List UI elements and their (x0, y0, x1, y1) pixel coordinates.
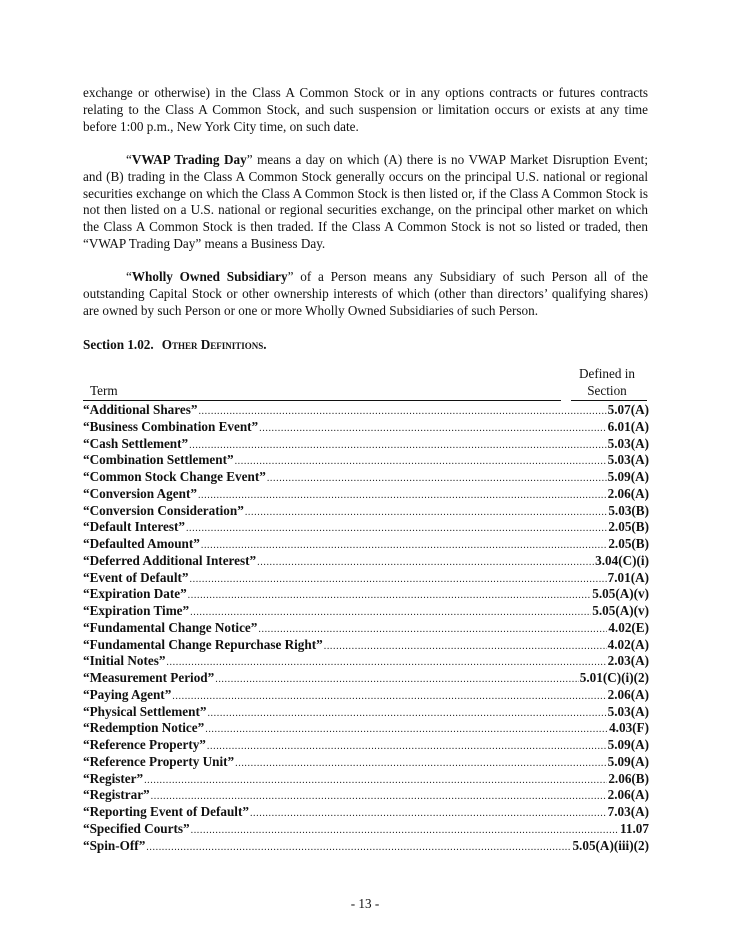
column-header-term: Term (90, 383, 118, 398)
table-row (83, 603, 649, 620)
term-name: “Spin-Off” (83, 837, 146, 853)
section-reference: 4.03(F) (609, 720, 649, 736)
term-name: “Deferred Additional Interest” (83, 552, 257, 568)
section-reference: 5.09(A) (607, 469, 649, 484)
section-reference: 5.01(C)(i)(2) (579, 670, 649, 685)
term-name: “Physical Settlement” (83, 703, 207, 719)
dot-leader (201, 538, 607, 555)
paragraph-text: exchange or otherwise) in the Class A Common Stock or in any options contracts or futures contracts relating to the Class A Common Stock, and such suspension or limitation occurs or exists at any time before 1:00 p.m., New York City time, on such date. (83, 85, 648, 134)
section-reference: 2.06(A) (607, 686, 649, 702)
term-name: “Registrar” (83, 787, 150, 803)
column-header-line: Section (587, 382, 627, 398)
dot-leader (189, 438, 606, 455)
open-quote: “ (126, 152, 132, 167)
table-row (83, 821, 649, 838)
dot-leader (198, 404, 606, 421)
dot-leader (144, 773, 607, 790)
definitions-table (83, 402, 649, 854)
section-reference: 6.01(A) (607, 418, 649, 434)
table-row (83, 519, 649, 536)
table-row (83, 653, 649, 670)
definition-text: ” means a day on which (A) there is no VWAP Market Disruption Event; and (B) trading in the Class A Common Stock generally occurs on the principal U.S. national or regional securities exchange on which the Class A Common Stock is then listed or, if the Class A Common Stock is not then listed on a U.S. national or regional securities exchange, on the principal other market on which the Class A Common Stock is then traded. If the Class A Common Stock is not so listed or traded, then “VWAP Trading Day” means a Business Day. (83, 152, 648, 251)
dot-leader (259, 421, 606, 438)
section-reference: 5.05(A)(v) (592, 603, 649, 618)
section-reference: 11.07 (620, 820, 649, 836)
term-name: “Defaulted Amount” (83, 536, 200, 551)
table-row (83, 452, 649, 469)
section-reference: 2.05(B) (608, 519, 649, 535)
section-reference: 5.03(A) (607, 703, 649, 719)
section-reference: 7.03(A) (607, 804, 649, 819)
table-row (83, 402, 649, 419)
table-row (83, 771, 649, 788)
dot-leader (235, 454, 607, 471)
table-row (83, 570, 649, 587)
term-name: “Expiration Time” (83, 603, 190, 618)
term-name: “Redemption Notice” (83, 720, 205, 736)
section-reference: 5.07(A) (607, 402, 649, 417)
section-title: Other Definitions. (161, 337, 267, 352)
dot-leader (250, 806, 607, 823)
section-reference: 5.09(A) (607, 753, 649, 769)
dot-leader (190, 572, 607, 589)
dot-leader (205, 722, 608, 739)
section-heading (83, 336, 267, 353)
term-name: “Combination Settlement” (83, 452, 234, 468)
term-name: “Common Stock Change Event” (83, 469, 266, 484)
term-name: “Reference Property” (83, 737, 206, 752)
table-row (83, 838, 649, 855)
table-row (83, 737, 649, 754)
term-name: “Paying Agent” (83, 686, 172, 702)
section-reference: 5.03(B) (608, 502, 649, 518)
section-reference: 5.05(A)(v) (592, 586, 649, 602)
term-name: “Measurement Period” (83, 670, 215, 685)
dot-leader (207, 706, 606, 723)
table-row (83, 754, 649, 771)
dot-leader (146, 840, 571, 857)
table-row (83, 436, 649, 453)
section-reference: 2.06(A) (607, 485, 649, 501)
defined-term: VWAP Trading Day (131, 152, 247, 167)
paragraph-wholly-owned-subsidiary (83, 269, 648, 319)
table-row (83, 419, 649, 436)
header-underline-term (83, 400, 561, 401)
section-reference: 2.06(A) (607, 787, 649, 803)
dot-leader (191, 823, 619, 840)
term-name: “Reference Property Unit” (83, 753, 235, 769)
section-reference: 5.05(A)(iii)(2) (572, 837, 649, 853)
term-name: “Initial Notes” (83, 653, 166, 669)
term-name: “Event of Default” (83, 569, 189, 585)
term-name: “Default Interest” (83, 519, 185, 535)
section-reference: 2.03(A) (607, 653, 649, 669)
dot-leader (207, 739, 607, 756)
table-row (83, 553, 649, 570)
table-row (83, 720, 649, 737)
term-name: “Fundamental Change Notice” (83, 619, 258, 635)
table-row (83, 687, 649, 704)
dot-leader (267, 471, 607, 488)
term-name: “Register” (83, 770, 144, 786)
section-reference: 5.09(A) (607, 737, 649, 752)
definition-text: ” of a Person means any Subsidiary of such Person all of the outstanding Capital Stock or other ownership interests of which (other than directors’ qualifying shares) are owned by such Person or one or more Wholly Owned Subsidiaries of such Person. (83, 269, 648, 318)
term-name: “Reporting Event of Default” (83, 804, 249, 819)
term-name: “Specified Courts” (83, 820, 190, 836)
paragraph-continuation (83, 85, 648, 135)
dot-leader (235, 756, 606, 773)
dot-leader (257, 555, 594, 572)
section-reference: 4.02(A) (607, 636, 649, 652)
column-header-line: Defined in (578, 366, 636, 381)
open-quote: “ (126, 269, 132, 284)
table-row (83, 787, 649, 804)
dot-leader (172, 689, 606, 706)
section-reference: 2.06(B) (608, 770, 649, 786)
paragraph-vwap-trading-day (83, 152, 648, 253)
column-header-defined-in (566, 366, 648, 399)
term-name: “Conversion Consideration” (83, 502, 244, 518)
table-row (83, 620, 649, 637)
section-reference: 3.04(C)(i) (595, 552, 649, 568)
section-reference: 7.01(A) (607, 569, 649, 585)
page-number: - 13 - (350, 896, 380, 911)
term-name: “Business Combination Event” (83, 418, 259, 434)
section-number: Section 1.02. (83, 337, 154, 352)
dot-leader (198, 488, 607, 505)
section-reference: 5.03(A) (607, 452, 649, 468)
table-row (83, 637, 649, 654)
dot-leader (188, 588, 592, 605)
table-row (83, 704, 649, 721)
dot-leader (166, 655, 606, 672)
table-row (83, 804, 649, 821)
section-reference: 2.05(B) (608, 536, 649, 551)
defined-term: Wholly Owned Subsidiary (131, 269, 288, 284)
table-row (83, 670, 649, 687)
table-row (83, 469, 649, 486)
table-row (83, 586, 649, 603)
dot-leader (324, 639, 607, 656)
table-row (83, 503, 649, 520)
dot-leader (186, 521, 607, 538)
term-name: “Conversion Agent” (83, 485, 197, 501)
section-reference: 5.03(A) (607, 435, 649, 451)
table-row (83, 536, 649, 553)
header-underline-section (571, 400, 647, 401)
term-name: “Additional Shares” (83, 402, 198, 417)
term-name: “Expiration Date” (83, 586, 187, 602)
section-reference: 4.02(E) (608, 619, 649, 635)
dot-leader (215, 672, 579, 689)
term-name: “Cash Settlement” (83, 435, 189, 451)
dot-leader (245, 505, 608, 522)
table-row (83, 486, 649, 503)
term-name: “Fundamental Change Repurchase Right” (83, 636, 323, 652)
